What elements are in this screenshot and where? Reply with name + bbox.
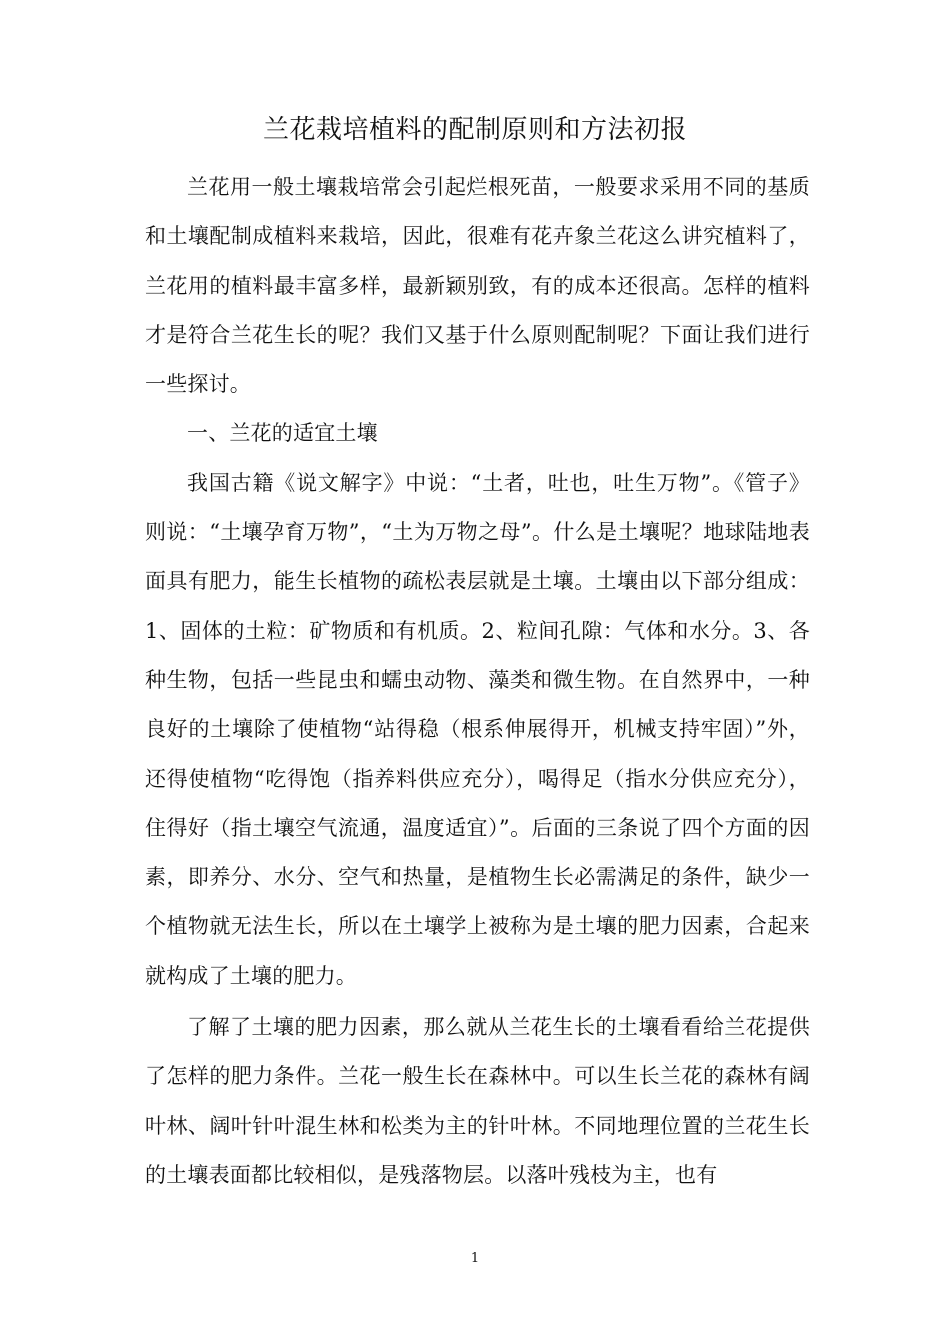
page-number: 1 (470, 1251, 480, 1266)
paragraph-soil-definition: 我国古籍《说文解字》中说：“土者，吐也，吐生万物”。《管子》则说：“土壤孕育万物”，“土为万物之母”。什么是土壤呢？地球陆地表面具有肥力，能生长植物的疏松表层就是土壤。土壤由以下部分组成：1、固体的土粒：矿物质和有机质。2、粒间孔隙：气体和水分。3、各种生物，包括一些昆虫和蠕虫动物、藻类和微生物。在自然界中，一种良好的土壤除了使植物“站得稳（根系伸展得开，机械支持牢固）”外，还得使植物“吃得饱（指养料供应充分），喝得足（指水分供应充分），住得好（指土壤空气流通，温度适宜）”。后面的三条说了四个方面的因素，即养分、水分、空气和热量，是植物生长必需满足的条件，缺少一个植物就无法生长，所以在土壤学上被称为是土壤的肥力因素，合起来就构成了土壤的肥力。 (145, 470, 810, 988)
document-body (145, 163, 810, 1200)
paragraph-orchid-soil: 了解了土壤的肥力因素，那么就从兰花生长的土壤看看给兰花提供了怎样的肥力条件。兰花一般生长在森林中。可以生长兰花的森林有阔叶林、阔叶针叶混生林和松类为主的针叶林。不同地理位置的兰花生长的土壤表面都比较相似，是残落物层。以落叶残枝为主，也有 (145, 1015, 810, 1187)
section-heading-soil: 一、兰花的适宜土壤 (187, 421, 378, 446)
paragraph-intro: 兰花用一般土壤栽培常会引起烂根死苗，一般要求采用不同的基质和土壤配制成植料来栽培，因此，很难有花卉象兰花这么讲究植料了，兰花用的植料最丰富多样，最新颖别致，有的成本还很高。怎样的植料才是符合兰花生长的呢？我们又基于什么原则配制呢？下面让我们进行一些探讨。 (145, 175, 810, 397)
page-title: 兰花栽培植料的配制原则和方法初报 (262, 115, 687, 145)
